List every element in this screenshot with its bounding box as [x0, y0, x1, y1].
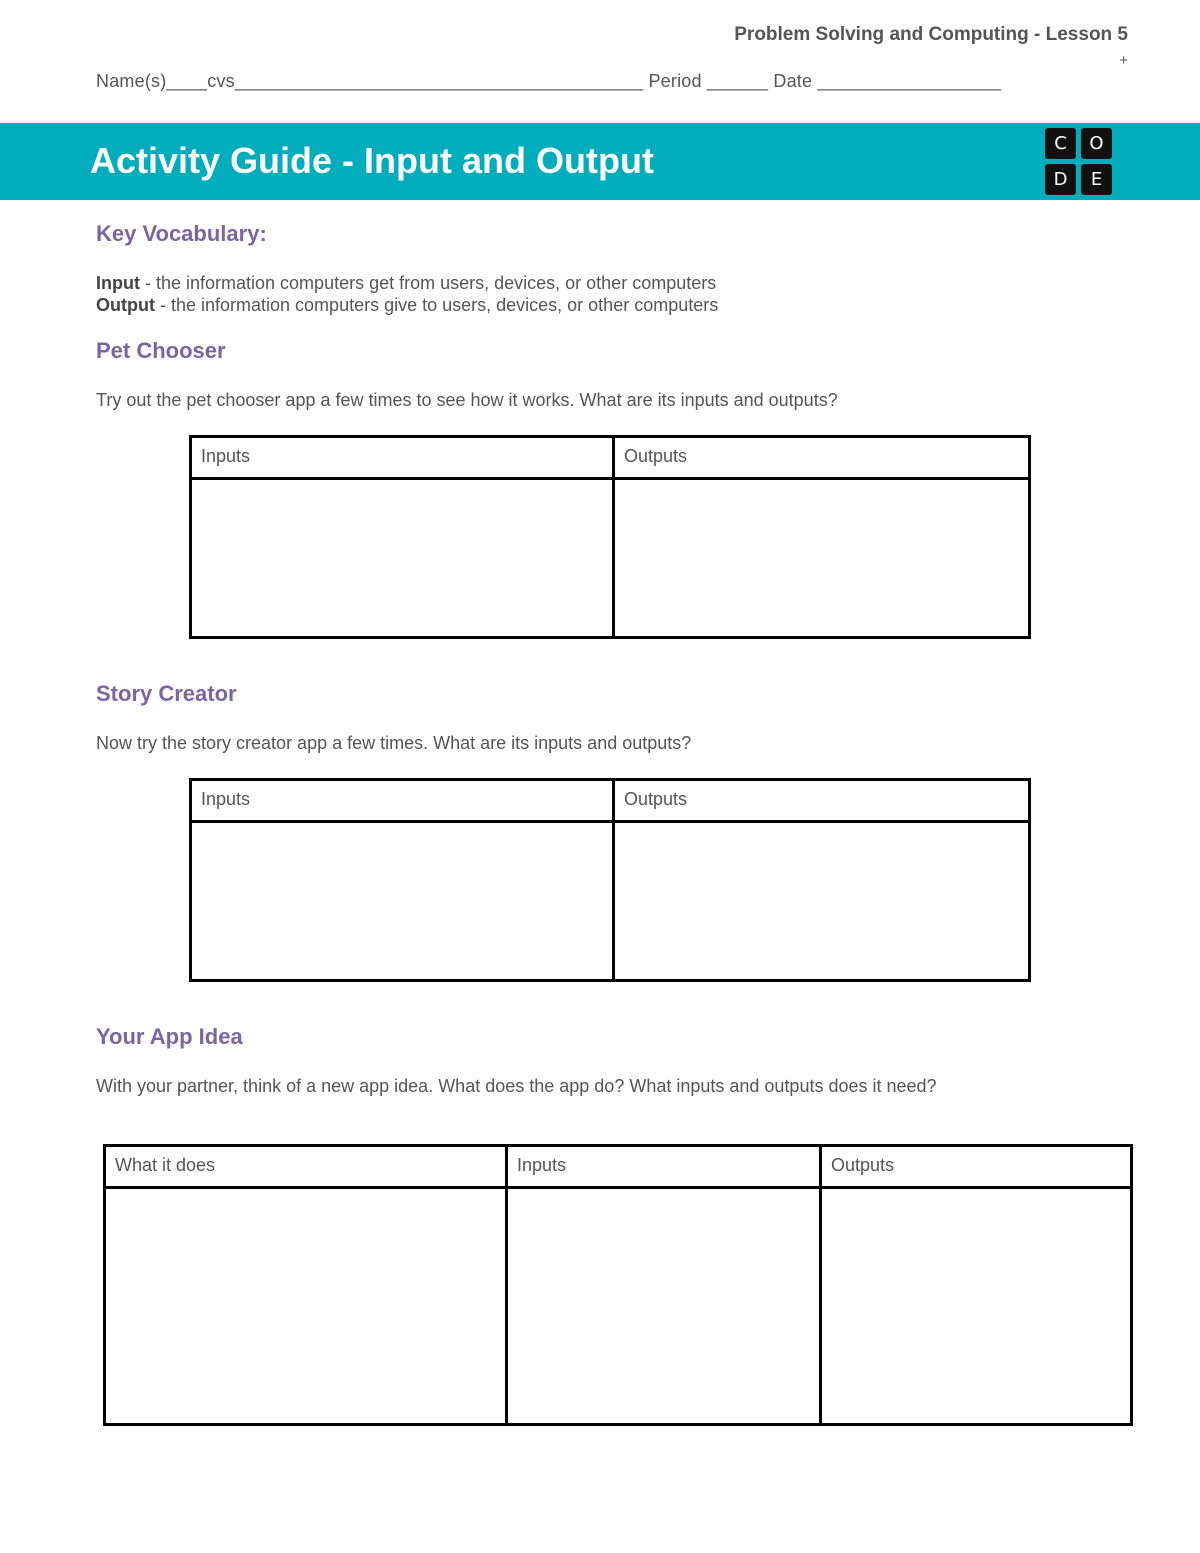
column-header-inputs: Inputs: [191, 780, 614, 822]
inputs-answer-cell[interactable]: [191, 479, 614, 638]
column-header-outputs: Outputs: [614, 437, 1030, 479]
vocabulary-heading: Key Vocabulary:: [96, 221, 267, 246]
pet-chooser-table: [189, 435, 1031, 639]
outputs-answer-cell[interactable]: [821, 1188, 1132, 1425]
inputs-answer-cell[interactable]: [507, 1188, 821, 1425]
logo-letter-e: E: [1081, 164, 1112, 195]
page-title: Activity Guide - Input and Output: [90, 140, 654, 181]
column-header-inputs: Inputs: [191, 437, 614, 479]
story-creator-prompt: Now try the story creator app a few times. What are its inputs and outputs?: [96, 733, 692, 753]
outputs-answer-cell[interactable]: [614, 822, 1030, 981]
app-idea-table: [103, 1144, 1133, 1426]
pet-chooser-prompt: Try out the pet chooser app a few times to see how it works. What are its inputs and outputs?: [96, 390, 838, 410]
outputs-answer-cell[interactable]: [614, 479, 1030, 638]
vocab-definition: - the information computers get from users, devices, or other computers: [139, 273, 717, 293]
name-period-date-line: Name(s)____cvs________________________________________ Period ______ Date __________________: [96, 71, 1002, 91]
vocab-output-definition: [96, 295, 718, 316]
story-creator-table: [189, 778, 1031, 982]
vocab-input-definition: [96, 273, 716, 294]
logo-letter-c: C: [1045, 128, 1076, 159]
plus-mark: +: [1119, 52, 1128, 69]
vocab-term: Input: [96, 273, 140, 293]
app-idea-prompt: With your partner, think of a new app idea. What does the app do? What inputs and outputs does it need?: [96, 1076, 937, 1096]
inputs-answer-cell[interactable]: [191, 822, 614, 981]
column-header-what-it-does: What it does: [105, 1146, 507, 1188]
logo-letter-o: O: [1081, 128, 1112, 159]
app-idea-heading: Your App Idea: [96, 1024, 243, 1049]
pet-chooser-heading: Pet Chooser: [96, 338, 226, 363]
what-it-does-answer-cell[interactable]: [105, 1188, 507, 1425]
story-creator-heading: Story Creator: [96, 681, 237, 706]
lesson-title: Problem Solving and Computing - Lesson 5: [734, 24, 1128, 45]
logo-letter-d: D: [1045, 164, 1076, 195]
column-header-inputs: Inputs: [507, 1146, 821, 1188]
vocab-term: Output: [96, 295, 155, 315]
column-header-outputs: Outputs: [821, 1146, 1132, 1188]
column-header-outputs: Outputs: [614, 780, 1030, 822]
code-logo: [1044, 127, 1116, 197]
vocab-definition: - the information computers give to users, devices, or other computers: [154, 295, 719, 315]
